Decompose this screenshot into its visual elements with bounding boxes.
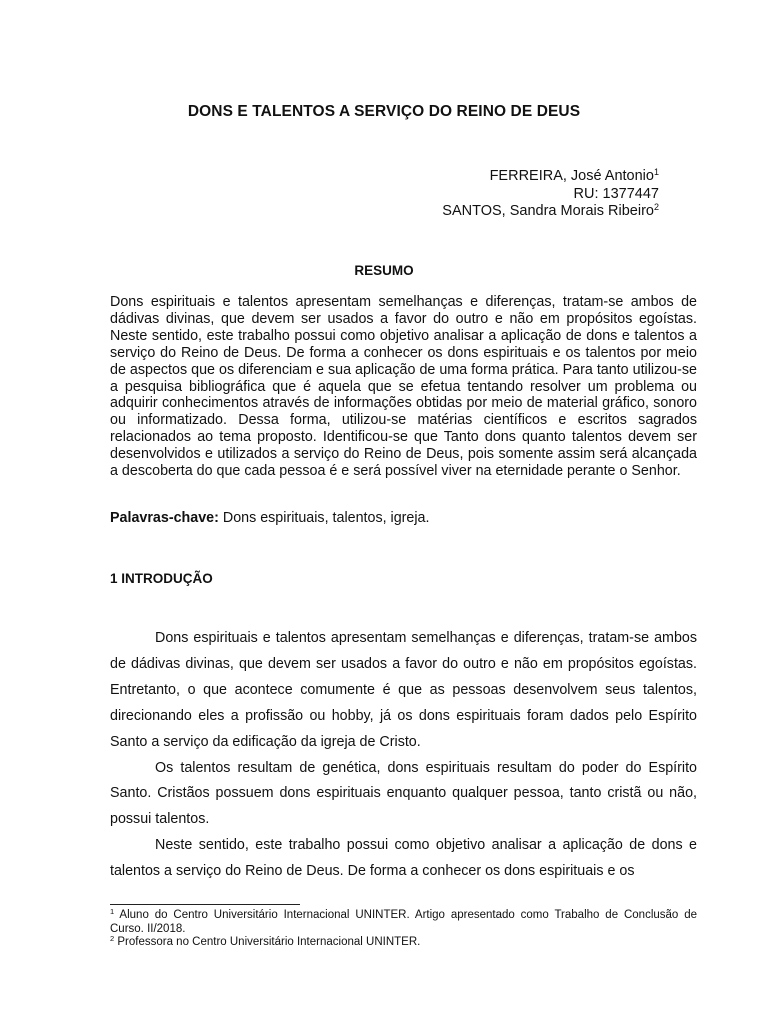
abstract-heading: RESUMO bbox=[354, 263, 414, 278]
abstract-text: Dons espirituais e talentos apresentam semelhanças e diferenças, tratam-se ambos de dádivas divinas, que devem ser usados a favor do outro e não em propósitos egoístas. Neste sentido, este trabalho possui como objetivo analisar a aplicação de dons e talentos a serviço do Reino de Deus. De forma a conhecer os dons espirituais e os talentos por meio de aspectos que os diferenciam e sua aplicação de uma forma prática. Para tanto utilizou-se a pesquisa bibliográfica que é aquela que se efetua tentando resolver um problema ou adquirir conhecimentos através de informações obtidas por meio de material gráfico, sonoro ou informatizado. Dessa forma, utilizou-se matérias científicos e escritos sagrados relacionados ao tema proposto. Identificou-se que Tanto dons quanto talentos devem ser desenvolvidos e utilizados a serviço do Reino de Deus, pois somente assim será alcançada a descoberta do que cada pessoa é e será possível viver na eternidade perante o Senhor. bbox=[110, 294, 697, 480]
keywords-label: Palavras-chave: bbox=[110, 510, 219, 526]
body-paragraph: Neste sentido, este trabalho possui como objetivo analisar a aplicação de dons e talentos a serviço do Reino de Deus. De forma a conhecer os dons espirituais e os bbox=[110, 837, 697, 880]
author-line bbox=[442, 186, 659, 204]
author-line bbox=[442, 203, 659, 221]
footnote-marker: 1 bbox=[653, 167, 659, 177]
author-block bbox=[442, 168, 659, 221]
footnote bbox=[110, 909, 697, 936]
author-ru: RU: 1377447 bbox=[573, 185, 659, 202]
paper-title: DONS E TALENTOS A SERVIÇO DO REINO DE DEUS bbox=[187, 103, 581, 120]
footnote-text: Aluno do Centro Universitário Internacional UNINTER. Artigo apresentado como Trabalho de Conclusão de Curso. II/2018. bbox=[110, 909, 697, 935]
footnote-number: 2 bbox=[110, 934, 115, 944]
body-paragraph: Os talentos resultam de genética, dons espirituais resultam do poder do Espírito Santo. Cristãos possuem dons espirituais enquanto qualquer pessoa, tanto cristã ou não, possui talentos. bbox=[110, 759, 697, 828]
keywords-text: Dons espirituais, talentos, igreja. bbox=[218, 510, 430, 526]
footnote-divider bbox=[110, 904, 300, 905]
author-line bbox=[442, 168, 659, 186]
footnote-number: 1 bbox=[110, 907, 115, 916]
keywords bbox=[110, 510, 697, 526]
section-heading-introduction: 1 INTRODUÇÃO bbox=[110, 571, 213, 586]
author-name: SANTOS, Sandra Morais Ribeiro bbox=[442, 203, 654, 219]
body-paragraph: Dons espirituais e talentos apresentam semelhanças e diferenças, tratam-se ambos de dádivas divinas, que devem ser usados a favor do outro e não em propósitos egoístas. Entretanto, o que acontece comumente é que as pessoas desenvolvem seus talentos, direcionando eles a profissão ou hobby, já os dons espirituais foram dados pelo Espírito Santo a serviço da edificação da igreja de Cristo. bbox=[110, 630, 697, 750]
footnote bbox=[110, 936, 697, 950]
footnote-text: Professora no Centro Universitário Internacional UNINTER. bbox=[114, 936, 421, 949]
author-name: FERREIRA, José Antonio bbox=[489, 168, 654, 184]
footnotes bbox=[110, 909, 697, 950]
footnote-marker: 2 bbox=[653, 202, 659, 212]
section-body bbox=[110, 626, 697, 885]
